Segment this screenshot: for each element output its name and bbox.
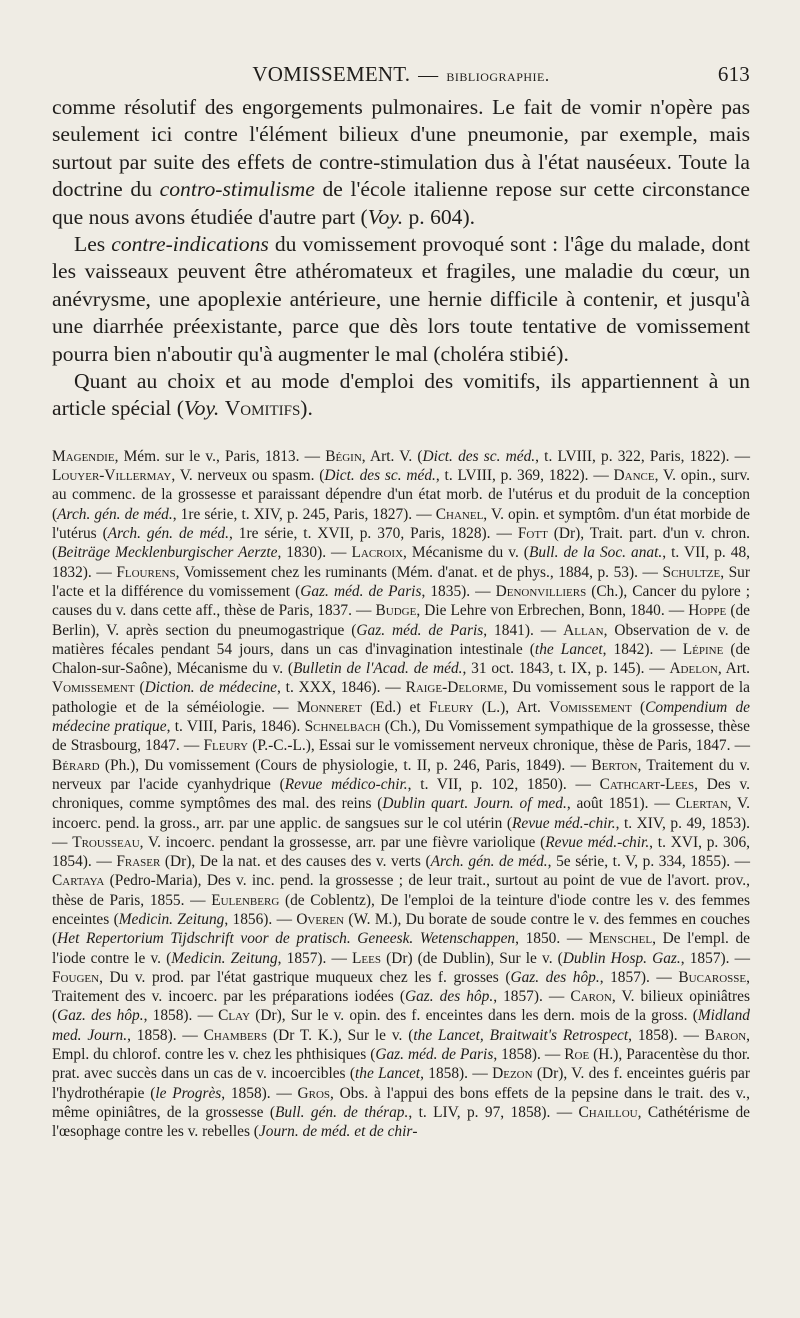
publication-title: Gaz. méd. de Paris (356, 621, 484, 639)
publication-title: Journ. de méd. et de chir (258, 1123, 413, 1141)
author-name: Raige-Delorme (405, 679, 504, 697)
citation-text: , t. VIII, Paris, 1846). (166, 718, 305, 736)
bibliography (52, 447, 750, 1142)
citation-text: , Art. (717, 660, 750, 678)
author-name: Bégin (325, 447, 362, 465)
author-name: Chanel (435, 505, 484, 523)
citation-text: , Du vomissement sous le rapport de la pathologie et de la séméiologie. — (52, 679, 750, 716)
author-name: Lacroix (351, 544, 404, 562)
citation-text: (de Chalon-sur-Saône), Mécanisme du v. ( (52, 640, 751, 678)
publication-title: Midland med. Journ. (52, 1007, 750, 1044)
page-number: 613 (717, 62, 750, 86)
citation-text: , Cathétérisme de l'œsophage contre les v. rebelles ( (52, 1103, 750, 1141)
author-name: Clertan (675, 795, 728, 813)
author-name: Trousseau (72, 833, 140, 851)
citation-text: , 1858). — (420, 1065, 493, 1083)
publication-title: Dict. des sc. méd. (324, 467, 436, 485)
citation-text: , 1858). — (493, 1046, 565, 1064)
header-separator: — (418, 64, 439, 86)
publication-title: Dublin quart. Journ. of med. (382, 795, 567, 813)
citation-text: (Dr), De la nat. et des causes des v. verts ( (160, 853, 431, 871)
citation-text: , t. LVIII, p. 322, Paris, 1822). — (535, 447, 751, 465)
publication-title: the Lancet (355, 1065, 421, 1083)
citation-text: , 1858). — (221, 1084, 298, 1102)
publication-title: Bulletin de l'Acad. de méd. (293, 660, 463, 678)
citation-text: (Ch.), Cancer du pylore ; causes du v. dans cette aff., thèse de Paris, 1837. — (52, 582, 750, 620)
citation-text: , V. incoerc. pendant la grossesse, arr. par une fièvre variolique ( (139, 833, 546, 851)
author-name: Fleury (428, 698, 474, 716)
emphasis: Voy. (183, 396, 220, 421)
paragraph-1 (52, 94, 750, 231)
author-name: Menschel (588, 930, 653, 948)
paragraph-3 (52, 368, 750, 423)
citation-text: (Dr), Sur le v. opin. des f. enceintes dans les dern. mois de la gross. ( (250, 1007, 698, 1025)
author-name: Adelon (669, 660, 718, 678)
author-name: Gros (297, 1084, 331, 1102)
text-run: Quant au choix et au mode d'emploi des vomitifs, ils appartiennent à un article spécial ( (52, 369, 750, 421)
publication-title: Bull. gén. de thérap. (275, 1103, 409, 1121)
citation-text: (Ch.), Du Vomissement sympathique de la grossesse, thèse de Strasbourg, 1847. — (52, 718, 750, 755)
publication-title: Compendium de médecine pratique (52, 698, 750, 736)
small-caps: Vomitifs (224, 396, 301, 421)
publication-title: Arch. gén. de méd. (57, 505, 173, 523)
citation-text: , 1850. — (515, 930, 589, 948)
emphasis: Voy. (367, 204, 404, 229)
publication-title: Diction. de médecine (144, 679, 277, 697)
author-name: Overen (296, 911, 345, 928)
author-name: Chambers (203, 1026, 268, 1044)
citation-text: (Dr), V. des f. enceintes guéris par l'hydrothérapie ( (52, 1065, 751, 1102)
citation-text: , août 1851). — (566, 795, 676, 813)
author-name: Schultze (662, 563, 721, 581)
publication-title: Revue médico-chir. (284, 775, 408, 793)
publication-title: Arch. gén. de méd. (430, 853, 548, 871)
citation-text: , De l'empl. de l'iode contre le v. ( (52, 930, 750, 967)
author-name: Fougen (52, 968, 100, 986)
citation-text: , Mém. sur le v., Paris, 1813. — (114, 447, 326, 465)
author-name: Dance (613, 467, 655, 485)
author-name: Berton (591, 756, 638, 774)
publication-title: Dict. des sc. méd. (422, 447, 536, 465)
citation-text: , 1857). — (277, 949, 352, 967)
running-header (52, 62, 750, 92)
author-name: Monneret (296, 698, 362, 716)
author-name: Chaillou (578, 1103, 638, 1121)
author-name: Roe (564, 1046, 590, 1064)
citation-text: , Mécanisme du v. ( (403, 544, 529, 562)
citation-text: (L.), Art. (473, 698, 550, 716)
author-name: Clay (218, 1007, 251, 1025)
citation-text: , 1858). — (143, 1007, 219, 1025)
text-run: p. 604). (403, 204, 476, 229)
publication-title: the Lancet (534, 640, 603, 658)
citation-text: , t. XXX, 1846). — (276, 679, 406, 697)
author-name: Cartaya (52, 872, 105, 890)
citation-text: , t. XIV, p. 49, 1853). — (52, 814, 750, 851)
header-title: VOMISSEMENT. (252, 62, 411, 86)
text-run: du vomissement provoqué sont : l'âge du malade, dont les vaisseaux peuvent être athéromateux et fragiles, une maladie du cœur, un anévrysme, une apoplexie antérieure, une hernie difficile à contenir, et jusqu'à une diarrhée préexistante, parce que dès lors toute tentative de vomissement pourra bien n'aboutir qu'à augmenter le mal (choléra stibié). (52, 232, 751, 366)
header-section: bibliographie. (446, 66, 550, 85)
author-name: Baron (704, 1026, 747, 1044)
citation-text: , 1858). — (628, 1026, 705, 1044)
citation-text: , Traitement des v. incoerc. par les préparations iodées ( (52, 968, 750, 1006)
citation-text: , Sur l'acte et la différence du vomissement ( (52, 563, 750, 600)
citation-text: , 1re série, t. XIV, p. 245, Paris, 1827). — (172, 505, 436, 523)
citation-text: , Du v. prod. par l'état gastrique muqueux chez les f. grosses ( (99, 968, 511, 986)
citation-text: , 1re série, t. XVII, p. 370, Paris, 1828). — (228, 525, 518, 543)
citation-text: ( (631, 698, 646, 716)
citation-text: , V. incoerc. pend. la gross., arr. par une applic. de sangsues sur le col utérin ( (52, 795, 750, 832)
citation-text: , 1856). — (224, 911, 297, 928)
citation-text: , 5e série, t. V, p. 334, 1855). — (547, 853, 751, 871)
publication-title: Gaz. des hôp. (404, 988, 494, 1006)
author-name: Dezon (492, 1065, 533, 1083)
citation-text: (H.), Paracentèse du thor. prat. avec succès dans un cas de v. incoercibles ( (52, 1046, 751, 1083)
publication-title: le Progrès (155, 1084, 222, 1102)
author-name: Fott (517, 525, 548, 543)
author-name: Magendie (52, 447, 115, 465)
citation-text: , V. nerveux ou spasm. ( (171, 467, 325, 485)
citation-text: , Art. V. ( (361, 447, 423, 465)
citation-text: , V. opin. et symptôm. d'un état morbide de l'utérus ( (52, 505, 751, 543)
author-name: Flourens (116, 563, 176, 581)
citation-text: , 1830). — (277, 544, 352, 562)
citation-text: , t. LVIII, p. 369, 1822). — (435, 467, 614, 485)
citation-text: , V. opin., surv. au commenc. de la grossesse et paraissant dépendre d'un état morb. de l'utérus et du produit de la conception ( (52, 467, 751, 523)
publication-title: Medicin. Zeitung (171, 949, 278, 967)
publication-title: Revue méd.-chir. (511, 814, 616, 832)
citation-text: , 1857). — (493, 988, 571, 1006)
publication-title: Beiträge Mecklenburgischer Aerzte (57, 544, 278, 562)
citation-text: , t. VII, p. 102, 1850). — (407, 775, 600, 793)
citation-text: , 1857). — (680, 949, 750, 967)
author-name: Denonvilliers (495, 582, 587, 600)
author-name: Vomissement (52, 679, 135, 697)
citation-text: , t. VII, p. 48, 1832). — (52, 544, 750, 581)
citation-text: , 1841). — (483, 621, 564, 639)
publication-title: Arch. gén. de méd. (107, 525, 229, 543)
citation-text: , 31 oct. 1843, t. IX, p. 145). — (462, 660, 670, 678)
citation-text: (Dr) (de Dublin), Sur le v. ( (380, 949, 563, 967)
publication-title: Bull. de la Soc. anat. (528, 544, 663, 562)
citation-text: , Des v. chroniques, comme symptômes des mal. des reins ( (52, 775, 750, 813)
text-run: ). (300, 396, 313, 421)
citation-text: - (412, 1123, 418, 1141)
citation-text: , 1857). — (599, 968, 679, 986)
author-name: Allan (563, 621, 604, 639)
citation-text: (Pedro-Maria), Des v. inc. pend. la grossesse ; de leur trait., surtout au point de vue de l'avort. prov., thèse de Paris, 1855. — (52, 872, 750, 909)
citation-text: (de Coblentz), De l'emploi de la teinture d'iode contre les v. des femmes enceintes ( (52, 891, 750, 928)
text-run: comme résolutif des engorgements pulmonaires. Le fait de vomir n'opère pas seulement ici contre l'élément bilieux d'une pneumonie, par exemple, mais surtout par suite des effets de contre-stimulation dus à l'état nauséeux. Toute la doctrine du (52, 95, 750, 202)
author-name: Budge (375, 602, 417, 620)
author-name: Vomissement (549, 698, 632, 716)
main-text (52, 94, 750, 423)
citation-text: , Observation de v. de matières fécales pendant 54 jours, dans un cas d'invagination intestinale ( (52, 621, 751, 658)
publication-title: Gaz. méd. de Paris (375, 1046, 494, 1064)
author-name: Hoppe (688, 602, 727, 620)
publication-title: Gaz. des hôp. (57, 1007, 144, 1025)
author-name: Lees (352, 949, 381, 967)
citation-text: , Traitement du v. nerveux par l'acide cyanhydrique ( (52, 756, 750, 793)
author-name: Bérard (52, 756, 100, 774)
paragraph-2 (52, 231, 750, 368)
publication-title: Het Repertorium Tijdschrift voor de pratisch. Geneesk. Wetenschappen (57, 930, 516, 948)
author-name: Eulenberg (211, 891, 280, 909)
citation-text: , t. XVI, p. 306, 1854). — (52, 833, 750, 871)
author-name: Schnelbach (304, 718, 381, 736)
citation-text: (de Berlin), V. après section du pneumogastrique ( (52, 602, 750, 639)
citation-text: , V. bilieux opiniâtres ( (52, 988, 750, 1025)
citation-text: , Die Lehre von Erbrechen, Bonn, 1840. — (416, 602, 689, 620)
citation-text: (Ed.) et (361, 698, 429, 716)
citation-text: , 1842). — (602, 640, 683, 658)
publication-title: Revue méd.-chir. (545, 833, 650, 851)
author-name: Lépine (682, 640, 724, 658)
author-name: Fraser (116, 853, 161, 871)
publication-title: Dublin Hosp. Gaz. (562, 949, 681, 967)
publication-title: Gaz. méd. de Paris (300, 582, 422, 600)
text-run: Les (74, 232, 112, 257)
emphasis: contre-indications (111, 232, 269, 257)
author-name: Bucarosse (678, 968, 747, 986)
citation-text: , Empl. du chlorof. contre les v. chez les phthisiques ( (52, 1026, 751, 1064)
publication-title: Gaz. des hôp. (510, 968, 600, 986)
citation-text: , Vomissement chez les ruminants (Mém. d'anat. et de phys., 1884, p. 53). — (175, 563, 663, 581)
citation-text: ( (134, 679, 145, 697)
citation-text: , Obs. à l'appui des bons effets de la pepsine dans le trait. des v., même opiniâtres, de la grossesse ( (52, 1084, 750, 1121)
citation-text: (Ph.), Du vomissement (Cours de physiologie, t. II, p. 246, Paris, 1849). — (99, 756, 592, 774)
citation-text: (P.-C.-L.), Essai sur le vomissement nerveux chronique, thèse de Paris, 1847. — (248, 737, 750, 755)
text-run: de l'école italienne repose sur cette circonstance que nous avons étudiée d'autre part ( (52, 177, 750, 229)
citation-text: , t. LIV, p. 97, 1858). — (408, 1103, 579, 1121)
citation-text: (W. M.), Du borate de soude contre le v. des femmes en couches ( (52, 911, 750, 948)
publication-title: the Lancet, Braitwait's Retrospect (413, 1026, 629, 1044)
author-name: Fleury (203, 737, 249, 755)
citation-text: , 1858). — (127, 1026, 204, 1044)
emphasis: contro-stimulisme (159, 177, 315, 202)
citation-text: (Dr), Trait. part. d'un v. chron. ( (52, 525, 750, 562)
author-name: Louyer-Villermay (52, 467, 172, 485)
citation-text: , 1835). — (421, 582, 496, 600)
author-name: Cathcart-Lees (599, 775, 695, 793)
author-name: Caron (570, 988, 612, 1006)
publication-title: Medicin. Zeitung (118, 911, 225, 928)
citation-text: (Dr T. K.), Sur le v. ( (267, 1026, 414, 1044)
